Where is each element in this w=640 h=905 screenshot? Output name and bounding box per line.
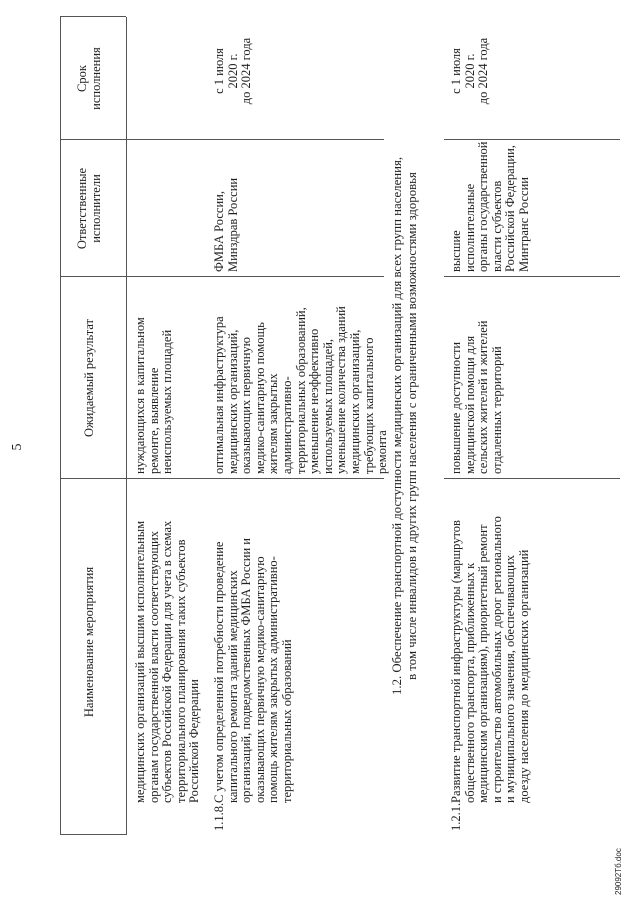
row-1-2-1-number: 1.2.1. [449, 802, 463, 831]
header-result: Ожидаемый результат [82, 318, 96, 438]
col-divider-result-exec-lower [444, 276, 620, 277]
landscape-page [8, 5, 628, 895]
row-1-2-1-term: с 1 июля 2020 г. до 2024 года [449, 37, 491, 105]
row-1-1-8-term: с 1 июля 2020 г. до 2024 года [212, 37, 254, 105]
header-name: Наименование мероприятия [82, 566, 96, 718]
row-1-1-8-result: оптимальная инфраструктура медицинских организаций, оказывающих первичную медико-санитарную помощь жителям закрытых административно- территориальных образований, уменьшение неэффективно используемых площадей, уменьшение количества зданий медицинских организаций, требующих капитального ремонта [212, 306, 390, 474]
page-number: 5 [10, 443, 25, 451]
row-1-2-1-name: Развитие транспортной инфраструктуры (маршрутов общественного транспорта, приближенных к медицинским организациям), приоритетный ремонт и строительство автомобильных дорог регионального и муниципального значения, обеспечивающих доезду населения до медицинских организаций [449, 516, 531, 803]
row-1-1-8-executors: ФМБА России, Минздрав России [212, 177, 240, 272]
row-1-1-8-name: С учетом определенной потребности проведение капитального ремонта зданий медицинских организаций, подведомственных ФМБА России и оказывающих первичную медико-санитарную помощь жителям закрытых административно- территориальных образований [212, 538, 294, 803]
header-term: Срок исполнения [75, 47, 103, 110]
row-1-1-8-number: 1.1.8. [212, 802, 226, 831]
col-divider-result-exec [60, 276, 384, 277]
row-cont-name: медицинских организаций высшим исполнительным органам государственной власти соответствующих субъектов Российской Федерации для учета в схемах территориального планирования таких субъектов Российской Федерации [133, 520, 202, 803]
footer-filename: 29092Тб.doc [614, 848, 623, 895]
section-1-2-heading: 1.2. Обеспечение транспортной доступности медицинских организаций для всех групп населения, в том числе инвалидов и других групп населения с ограниченными возможностями здоровья [390, 156, 419, 696]
row-cont-result: нуждающихся в капитальном ремонте, выявление неиспользуемых площадей [133, 317, 175, 474]
header-executors: Ответственные исполнители [75, 167, 103, 250]
row-1-2-1-result: повышение доступности медицинской помощи для сельских жителей и жителей отдаленных территорий [449, 320, 504, 474]
table-left-border [60, 834, 126, 835]
row-1-2-1-executors: высшие исполнительные органы государственной власти субъектов Российской Федерации, Минтранс России [449, 141, 531, 272]
